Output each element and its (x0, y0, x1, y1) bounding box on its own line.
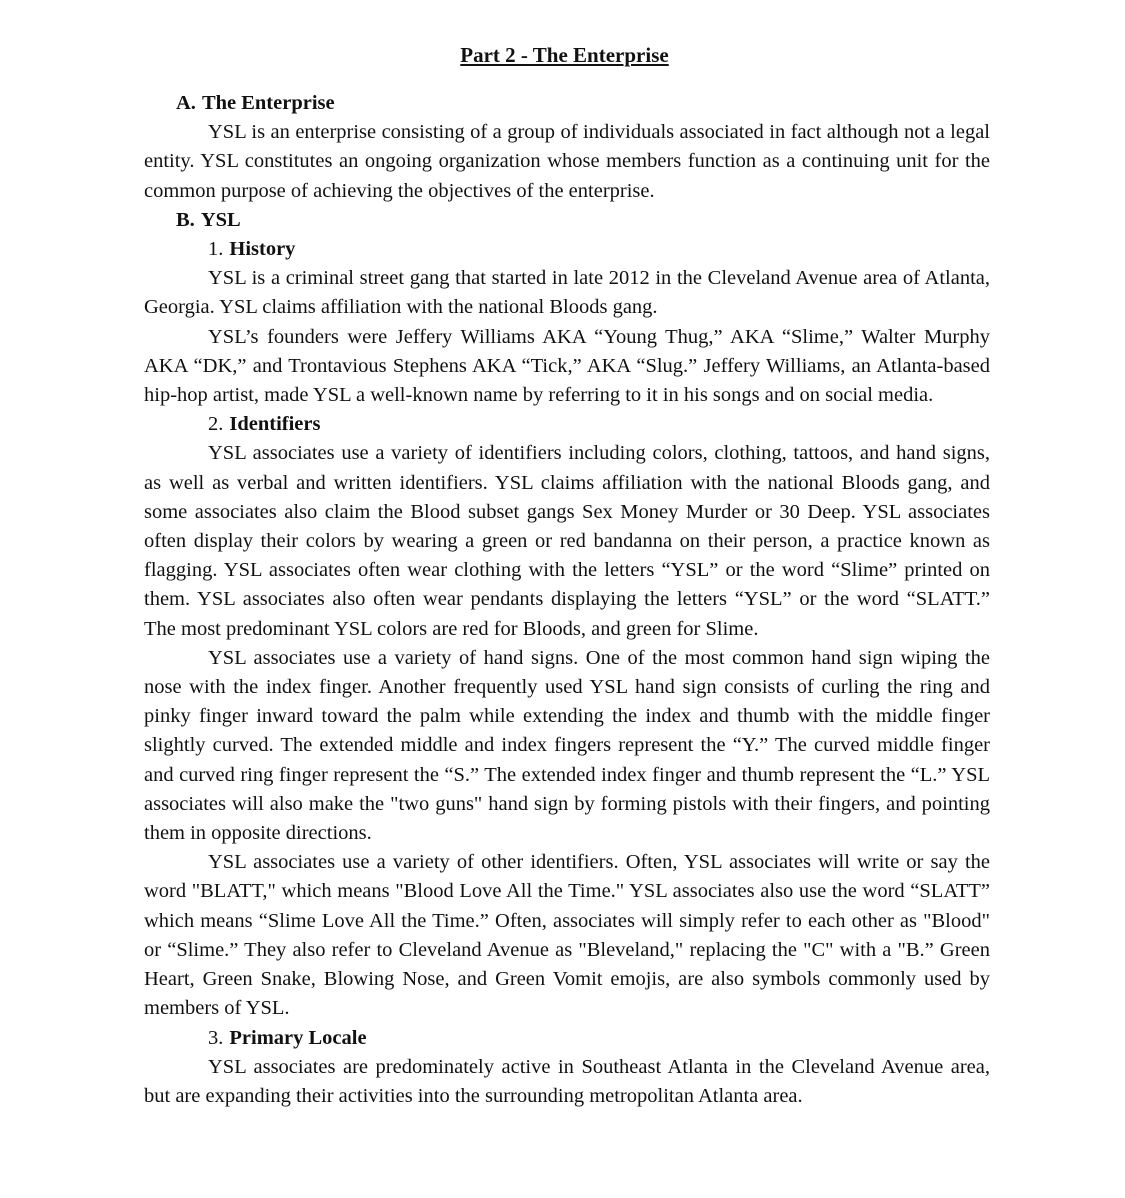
locale-paragraph: YSL associates are predominately active in Southeast Atlanta in the Cleveland Avenue area, but are expanding their activities into the surrounding metropolitan Atlanta area. (144, 1055, 990, 1107)
section-b-label: B. (176, 208, 195, 231)
subsection-history-title: History (229, 238, 296, 261)
subsection-identifiers-heading (144, 410, 990, 439)
subsection-locale-title: Primary Locale (229, 1026, 367, 1049)
identifiers-paragraph: YSL associates use a variety of identifiers including colors, clothing, tattoos, and hand signs, as well as verbal and written identifiers. YSL claims affiliation with the national Bloods gang, and some associates also claim the Blood subset gangs Sex Money Murder or 30 Deep. YSL associates often display their colors by wearing a green or red bandanna on their person, a practice known as flagging. YSL associates often wear clothing with the letters “YSL” or the word “Slime” printed on them. YSL associates also often wear pendants displaying the letters “YSL” or the word “SLATT.” The most predominant YSL colors are red for Bloods, and green for Slime. (144, 442, 990, 640)
page-title: Part 2 - The Enterprise (460, 43, 669, 67)
identifiers-paragraph: YSL associates use a variety of hand signs. One of the most common hand sign wiping the nose with the index finger. Another frequently used YSL hand sign consists of curling the ring and pinky finger inward toward the palm while extending the index and thumb with the middle finger slightly curved. The extended middle and index fingers represent the “Y.” The curved middle finger and curved ring finger represent the “S.” The extended index finger and thumb represent the “L.” YSL associates will also make the "two guns" hand sign by forming pistols with their fingers, and pointing them in opposite directions. (144, 646, 990, 845)
subsection-history-heading (144, 235, 990, 264)
subsection-identifiers-number: 2. (208, 413, 224, 436)
section-b-title: YSL (200, 208, 241, 231)
section-b-heading (144, 206, 990, 235)
subsection-locale-number: 3. (208, 1026, 224, 1049)
identifiers-paragraph: YSL associates use a variety of other identifiers. Often, YSL associates will write or say the word "BLATT," which means "Blood Love All the Time." YSL associates also use the word “SLATT” which means “Slime Love All the Time.” Often, associates will simply refer to each other as "Blood" or “Slime.” They also refer to Cleveland Avenue as "Bleveland," replacing the "C" with a "B.” Green Heart, Green Snake, Blowing Nose, and Green Vomit emojis, are also symbols commonly used by members of YSL. (144, 851, 990, 1020)
section-a-title: The Enterprise (201, 92, 335, 114)
subsection-history-number: 1. (208, 238, 224, 261)
subsection-locale-heading (144, 1024, 990, 1053)
document-body (144, 89, 990, 1111)
history-paragraph: YSL’s founders were Jeffery Williams AKA “Young Thug,” AKA “Slime,” Walter Murphy AKA “DK,” and Trontavious Stephens AKA “Tick,” AKA “Slug.” Jeffery Williams, an Atlanta-based hip-hop artist, made YSL a well-known name by referring to it in his songs and on social media. (144, 325, 990, 407)
section-a-heading (144, 89, 990, 118)
subsection-identifiers-title: Identifiers (229, 413, 321, 436)
section-a-label: A. (176, 92, 196, 114)
section-a-paragraph: YSL is an enterprise consisting of a group of individuals associated in fact although not a legal entity. YSL constitutes an ongoing organization whose members function as a continuing unit for the common purpose of achieving the objectives of the enterprise. (144, 121, 990, 202)
history-paragraph: YSL is a criminal street gang that started in late 2012 in the Cleveland Avenue area of Atlanta, Georgia. YSL claims affiliation with the national Bloods gang. (144, 267, 990, 319)
